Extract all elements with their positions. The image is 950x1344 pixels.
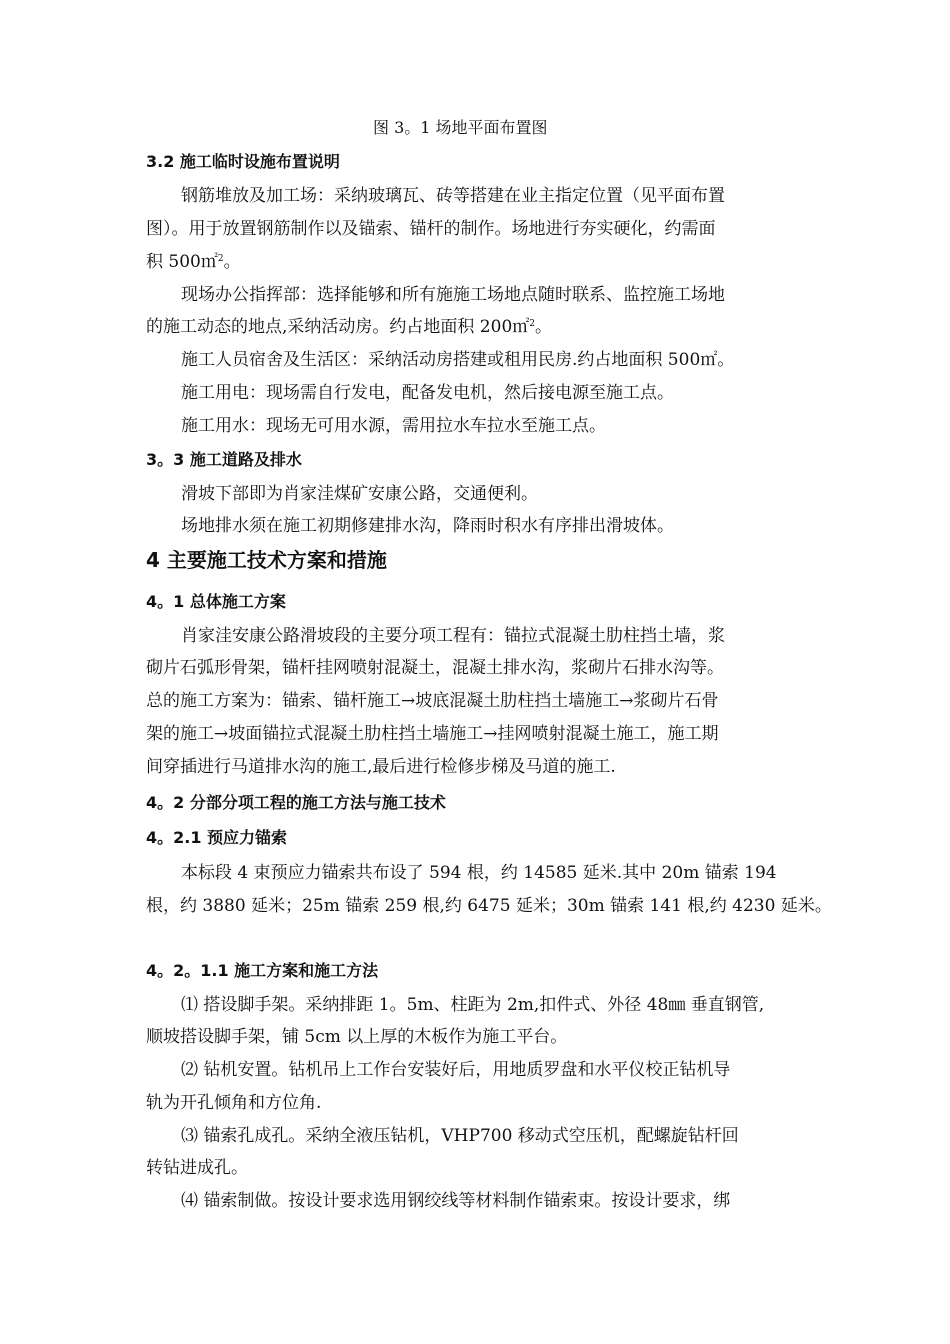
- paragraph-line: 滑坡下部即为肖家洼煤矿安康公路，交通便利。: [181, 484, 538, 504]
- paragraph-text: 积 500㎡: [146, 252, 218, 272]
- section-heading-3-2: 3.2 施工临时设施布置说明: [146, 152, 340, 171]
- paragraph-line: 架的施工→坡面锚拉式混凝土肋柱挡土墙施工→挂网喷射混凝土施工，施工期: [146, 724, 719, 744]
- paragraph-line: 间穿插进行马道排水沟的施工,最后进行检修步梯及马道的施工.: [146, 757, 616, 777]
- paragraph-line: 总的施工方案为：锚索、锚杆施工→坡底混凝土肋柱挡土墙施工→浆砌片石骨: [146, 691, 719, 711]
- list-item-line: ⑶ 锚索孔成孔。采纳全液压钻机，VHP700 移动式空压机，配螺旋钻杆回: [181, 1126, 739, 1146]
- paragraph-line: 现场办公指挥部：选择能够和所有施施工场地点随时联系、监控施工场地: [181, 285, 725, 305]
- paragraph-line: 砌片石弧形骨架，锚杆挂网喷射混凝土，混凝土排水沟，浆砌片石排水沟等。: [146, 658, 724, 678]
- section-heading-4-1: 4。1 总体施工方案: [146, 592, 286, 611]
- paragraph-line: 根，约 3880 延米；25m 锚索 259 根,约 6475 延米；30m 锚索 141 根,约 4230 延米。: [146, 896, 832, 916]
- list-item-line: ⑵ 钻机安置。钻机吊上工作台安装好后，用地质罗盘和水平仪校正钻机导: [181, 1060, 731, 1080]
- section-heading-4-2-1: 4。2.1 预应力锚索: [146, 828, 288, 847]
- list-item-line: 顺坡搭设脚手架，铺 5cm 以上厚的木板作为施工平台。: [146, 1027, 568, 1047]
- paragraph-line: [146, 251, 241, 273]
- section-heading-3-3: 3。3 施工道路及排水: [146, 450, 302, 469]
- paragraph-text: 。: [223, 252, 241, 272]
- paragraph-line: 钢筋堆放及加工场：采纳玻璃瓦、砖等搭建在业主指定位置（见平面布置: [181, 186, 725, 206]
- superscript: 2: [217, 254, 224, 264]
- paragraph-line: 施工人员宿舍及生活区：采纳活动房搭建或租用民房.约占地面积 500㎡。: [181, 350, 735, 370]
- list-item-line: 转钻进成孔。: [146, 1158, 248, 1178]
- paragraph-line: 场地排水须在施工初期修建排水沟，降雨时积水有序排出滑坡体。: [181, 516, 674, 536]
- section-heading-4-2: 4。2 分部分项工程的施工方法与施工技术: [146, 793, 446, 812]
- paragraph-line: 本标段 4 束预应力锚索共布设了 594 根，约 14585 延米.其中 20m 锚索 194: [181, 863, 777, 883]
- paragraph-line: 图）。用于放置钢筋制作以及锚索、锚杆的制作。场地进行夯实硬化，约需面: [146, 219, 716, 239]
- paragraph-text: 。: [535, 317, 552, 337]
- figure-caption: 图 3。1 场地平面布置图: [373, 118, 548, 137]
- list-item-line: 轨为开孔倾角和方位角.: [146, 1093, 322, 1113]
- superscript: 2: [529, 319, 535, 329]
- paragraph-line: 施工用电：现场需自行发电，配备发电机，然后接电源至施工点。: [181, 383, 674, 403]
- list-item-line: ⑴ 搭设脚手架。采纳排距 1。5m、柱距为 2m,扣件式、外径 48㎜ 垂直钢管,: [181, 995, 765, 1015]
- list-item-line: ⑷ 锚索制做。按设计要求选用钢绞线等材料制作锚索束。按设计要求，绑: [181, 1191, 731, 1211]
- chapter-heading-4: 4 主要施工技术方案和措施: [146, 548, 387, 572]
- paragraph-text: 的施工动态的地点,采纳活动房。约占地面积 200㎡: [146, 317, 530, 337]
- paragraph-line: [146, 316, 552, 338]
- paragraph-line: 施工用水：现场无可用水源，需用拉水车拉水至施工点。: [181, 416, 606, 436]
- paragraph-line: 肖家洼安康公路滑坡段的主要分项工程有：锚拉式混凝土肋柱挡土墙，浆: [181, 626, 725, 646]
- section-heading-4-2-1-1: 4。2。1.1 施工方案和施工方法: [146, 961, 379, 980]
